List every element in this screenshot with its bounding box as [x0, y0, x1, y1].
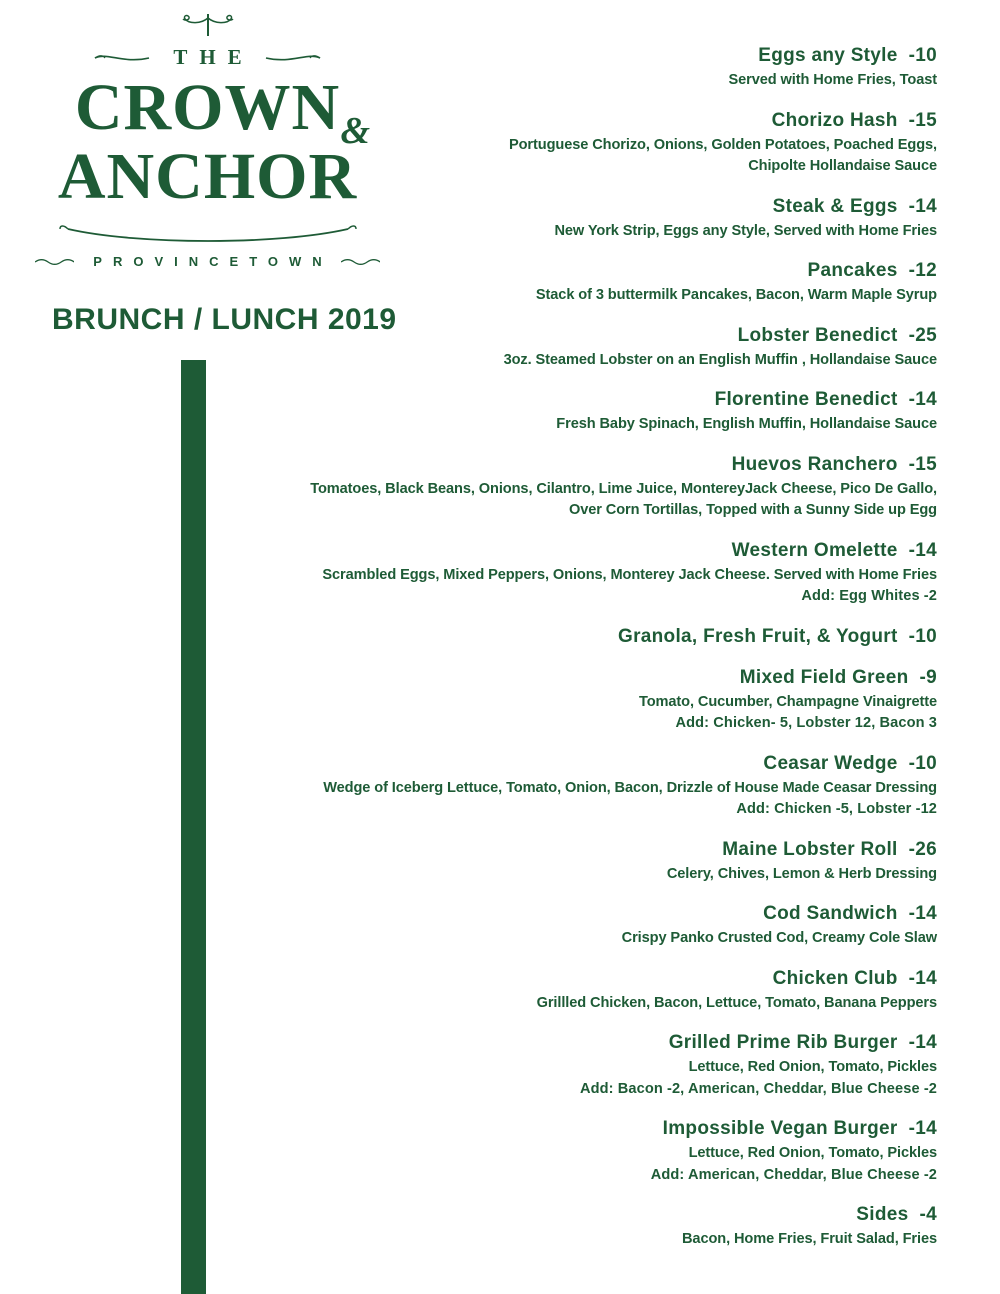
menu-item [277, 388, 937, 436]
scallop-left-icon [35, 257, 74, 267]
menu-item [277, 539, 937, 608]
menu-item-description-line: Over Corn Tortillas, Topped with a Sunny Side up Egg [568, 502, 937, 518]
menu-item-title [277, 539, 937, 563]
menu-item-description-line: Celery, Chives, Lemon & Herb Dressing [666, 865, 937, 882]
menu-item-name: Grilled Prime Rib Burger [668, 1032, 898, 1053]
menu-item-name: Huevos Ranchero [731, 453, 898, 475]
menu-item-title [277, 109, 937, 133]
menu-item-price: -10 [908, 45, 937, 66]
logo-the: THE [173, 45, 254, 69]
menu-item-title [277, 1031, 937, 1055]
menu-item-description-line: Lettuce, Red Onion, Tomato, Pickles [688, 1059, 937, 1075]
menu-item-name: Maine Lobster Roll [722, 838, 898, 860]
menu-item-price: -10 [908, 752, 937, 774]
menu-item-price: -15 [908, 453, 937, 475]
menu-item-add-line: Add: American, Cheddar, Blue Cheese -2 [650, 1166, 937, 1183]
menu-item-name: Chicken Club [772, 967, 898, 989]
menu-item-title [277, 666, 937, 690]
menu-item [277, 838, 937, 886]
menu-item-name: Cod Sandwich [763, 903, 898, 924]
flourish-left-icon [93, 51, 151, 65]
menu-item-description-line: Grillled Chicken, Bacon, Lettuce, Tomato, Banana Peppers [536, 994, 937, 1011]
menu-item-price: -14 [908, 389, 937, 410]
menu-item-name: Florentine Benedict [714, 389, 898, 410]
menu-item-description-line: Served with Home Fries, Toast [728, 72, 937, 88]
menu-item-price: -12 [908, 260, 937, 281]
menu-item-title [277, 902, 937, 926]
menu-item-title [277, 195, 937, 219]
menu-item-title [277, 259, 937, 283]
menu-item [277, 109, 937, 178]
menu-item-name: Granola, Fresh Fruit, & Yogurt [618, 625, 898, 647]
menu-item-description-line: Portuguese Chorizo, Onions, Golden Potatoes, Poached Eggs, [508, 136, 937, 153]
menu-item [277, 625, 937, 649]
menu-item-title [277, 967, 937, 991]
menu-list [277, 44, 937, 1268]
menu-item-price: -14 [908, 195, 937, 217]
menu-item-add-line: Add: Chicken- 5, Lobster 12, Bacon 3 [675, 715, 937, 731]
menu-item [277, 44, 937, 92]
menu-item-add-line: Add: Egg Whites -2 [801, 588, 937, 604]
menu-item-title [277, 625, 937, 649]
menu-item-description-line: Lettuce, Red Onion, Tomato, Pickles [688, 1145, 937, 1161]
menu-item-name: Eggs any Style [758, 45, 898, 66]
menu-item-name: Sides [856, 1204, 909, 1225]
menu-item-description-line: Wedge of Iceberg Lettuce, Tomato, Onion, Bacon, Drizzle of House Made Ceasar Dressing [323, 779, 937, 796]
menu-item-description-line: Bacon, Home Fries, Fruit Salad, Fries [681, 1231, 937, 1247]
menu-item-description-line: Tomato, Cucumber, Champagne Vinaigrette [638, 693, 937, 710]
menu-item-add-line: Add: Bacon -2, American, Cheddar, Blue Cheese -2 [579, 1080, 937, 1097]
menu-item-title [277, 838, 937, 862]
menu-item-price: -4 [919, 1204, 937, 1225]
menu-item-title [277, 388, 937, 412]
menu-item [277, 967, 937, 1015]
menu-item-price: -14 [908, 967, 937, 989]
menu-item-name: Impossible Vegan Burger [662, 1118, 898, 1139]
menu-item-price: -25 [908, 324, 937, 346]
menu-item-price: -15 [908, 109, 937, 131]
menu-item [277, 666, 937, 735]
menu-item-name: Steak & Eggs [772, 195, 898, 217]
menu-item-name: Chorizo Hash [771, 109, 898, 131]
menu-item-price: -14 [908, 1032, 937, 1053]
flourish-top-icon [133, 12, 283, 38]
menu-item-name: Pancakes [807, 260, 898, 281]
menu-item-description-line: Fresh Baby Spinach, English Muffin, Hollandaise Sauce [556, 416, 937, 432]
menu-item-price: -14 [908, 1118, 937, 1139]
logo-ampersand: & [340, 110, 370, 152]
menu-item-description-line: 3oz. Steamed Lobster on an English Muffin , Hollandaise Sauce [503, 351, 937, 368]
menu-item [277, 324, 937, 372]
menu-item [277, 453, 937, 522]
logo-town: PROVINCETOWN [93, 254, 333, 270]
menu-item-price: -14 [908, 903, 937, 924]
menu-item-description-line: Stack of 3 buttermilk Pancakes, Bacon, Warm Maple Syrup [535, 287, 937, 303]
menu-item-title [277, 453, 937, 477]
logo-anchor: ANCHOR [57, 139, 358, 213]
menu-item-title [277, 44, 937, 68]
menu-item-price: -26 [908, 838, 937, 860]
menu-item-title [277, 324, 937, 348]
menu-item [277, 259, 937, 307]
menu-item-title [277, 1117, 937, 1141]
page-title: BRUNCH / LUNCH 2019 [52, 303, 397, 336]
menu-item-price: -14 [908, 539, 937, 561]
menu-item-name: Lobster Benedict [737, 324, 898, 346]
vertical-accent-bar [181, 360, 206, 1294]
menu-item-name: Ceasar Wedge [763, 752, 898, 774]
menu-item-name: Mixed Field Green [739, 666, 909, 688]
menu-item [277, 752, 937, 821]
menu-item-description-line: Chipolte Hollandaise Sauce [748, 158, 937, 174]
menu-item [277, 1031, 937, 1100]
menu-item [277, 1203, 937, 1251]
menu-item-price: -10 [908, 625, 937, 647]
menu-item-description-line: Tomatoes, Black Beans, Onions, Cilantro, Lime Juice, MontereyJack Cheese, Pico De Gallo, [310, 480, 937, 497]
menu-item-name: Western Omelette [731, 539, 898, 561]
menu-item-description-line: New York Strip, Eggs any Style, Served with Home Fries [554, 222, 937, 239]
menu-item [277, 902, 937, 950]
menu-item-description-line: Crispy Panko Crusted Cod, Creamy Cole Slaw [621, 930, 937, 946]
menu-item-description-line: Scrambled Eggs, Mixed Peppers, Onions, Monterey Jack Cheese. Served with Home Fries [322, 566, 937, 583]
menu-item-title [277, 1203, 937, 1227]
logo-crown: CROWN [74, 71, 341, 144]
menu-item-price: -9 [919, 666, 937, 688]
menu-item-add-line: Add: Chicken -5, Lobster -12 [736, 801, 937, 817]
menu-item [277, 1117, 937, 1186]
menu-item-title [277, 752, 937, 776]
menu-item [277, 195, 937, 243]
